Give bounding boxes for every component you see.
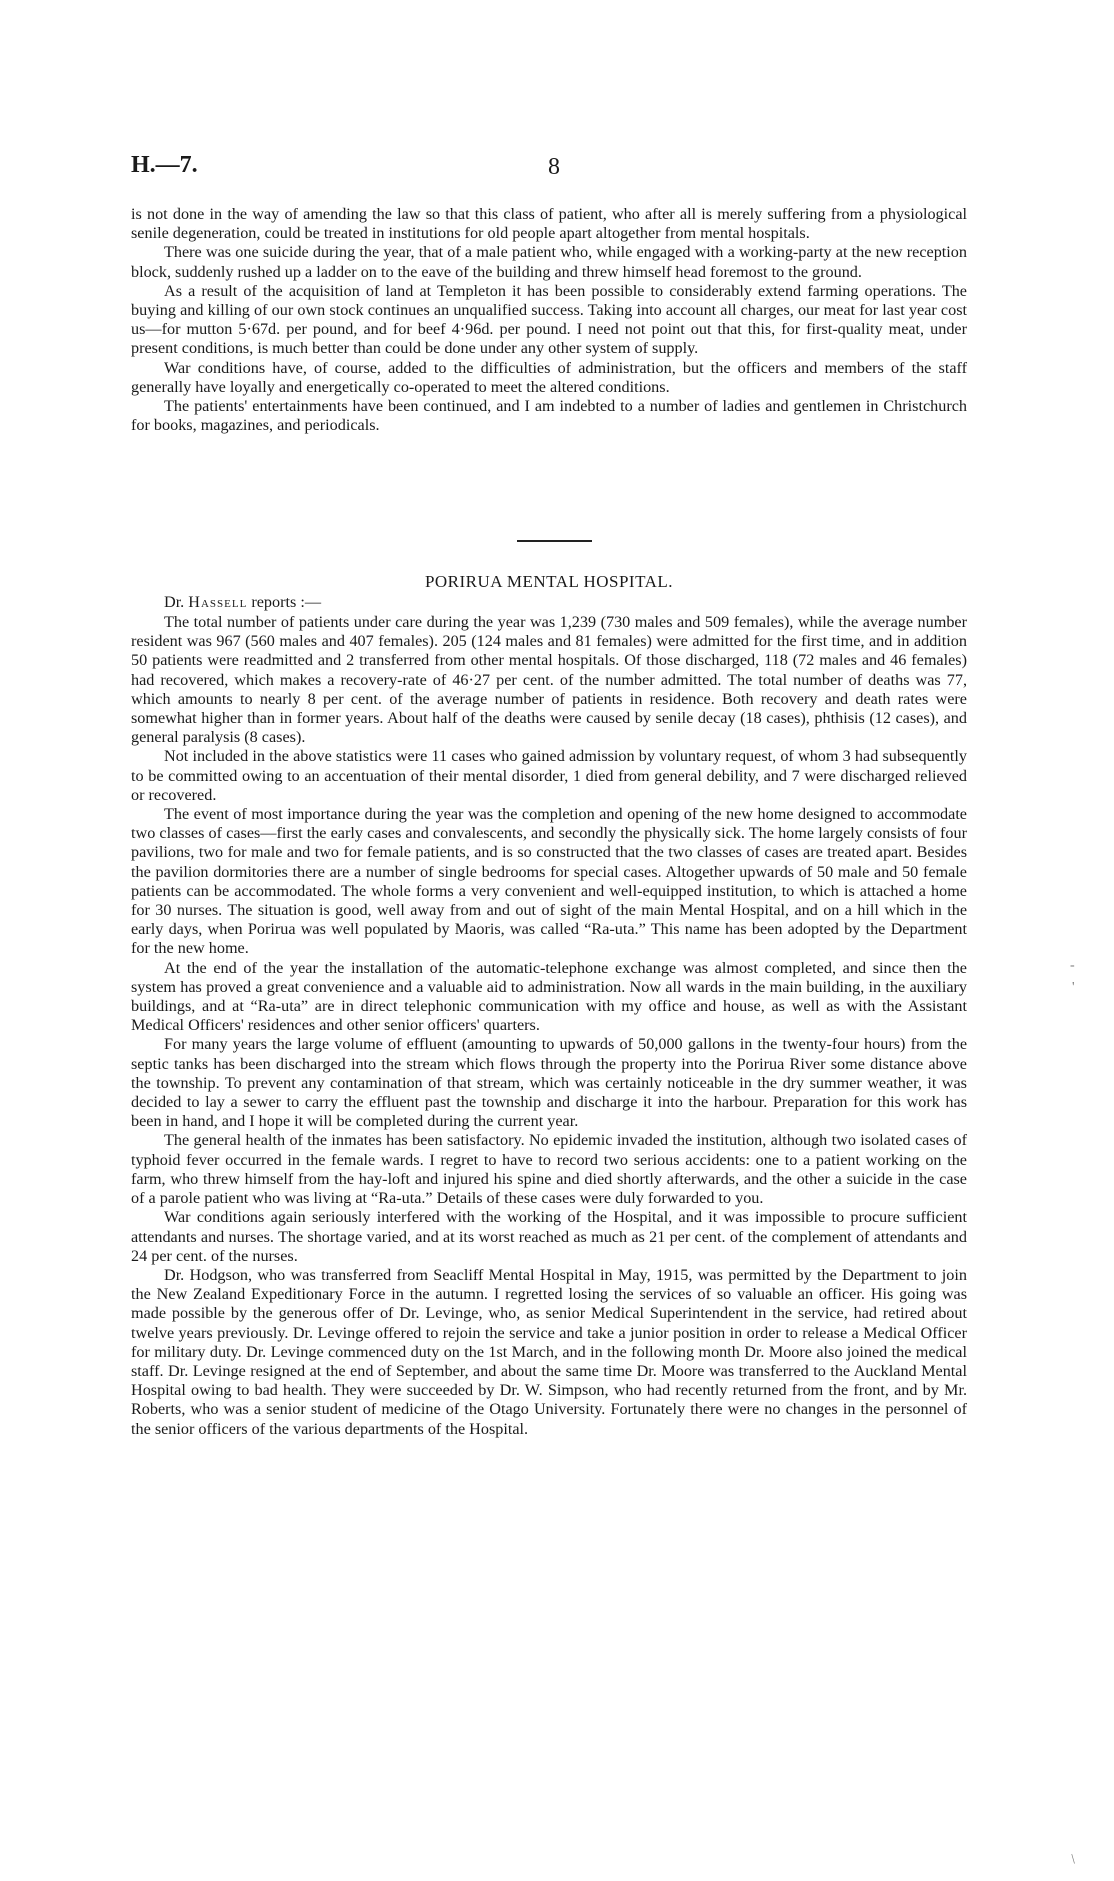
continued-section (131, 205, 967, 435)
paragraph: The total number of patients under care during the year was 1,239 (730 males and 509 females), while the average number resident was 967 (560 males and 407 females). 205 (124 males and 81 females) were admitted for the first time, and in addition 50 patients were readmitted and 2 transferred from other mental hospitals. Of those discharged, 118 (72 males and 46 females) had recovered, which makes a recovery-rate of 46·27 per cent. of the number admitted. The total number of deaths was 77, which amounts to nearly 8 per cent. of the average number of patients in residence. Both recovery and death rates were somewhat higher than in former years. About half of the deaths were caused by senile decay (18 cases), phthisis (12 cases), and general paralysis (8 cases). (131, 613, 967, 747)
paragraph: is not done in the way of amending the law so that this class of patient, who after all is merely suffering from a physiological senile degeneration, could be treated in institutions for old people apart altogether from mental hospitals. (131, 205, 967, 243)
porirua-report (131, 613, 967, 1439)
page-reference: H.—7. (131, 152, 198, 178)
reporter-prefix: Dr. (164, 593, 185, 611)
paragraph: The patients' entertainments have been continued, and I am indebted to a number of ladies and gentlemen in Christchurch for books, magazines, and periodicals. (131, 397, 967, 435)
paragraph: War conditions have, of course, added to the difficulties of administration, but the officers and members of the staff generally have loyally and energetically co-operated to meet the altered conditions. (131, 358, 967, 396)
margin-pencil-mark: / (1067, 1852, 1080, 1867)
paragraph: The general health of the inmates has been satisfactory. No epidemic invaded the institution, although two isolated cases of typhoid fever occurred in the female wards. I regret to have to record two serious accidents: one to a patient working on the farm, who threw himself from the hay-loft and injured his spine and died shortly afterwards, and the other a suicide in the case of a parole patient who was living at “Ra-uta.” Details of these cases were duly forwarded to you. (131, 1131, 967, 1208)
paragraph: Not included in the above statistics were 11 cases who gained admission by voluntary request, of whom 3 had subsequently to be committed owing to an accentuation of their mental disorder, 1 died from general debility, and 7 were discharged relieved or recovered. (131, 747, 967, 804)
paragraph: Dr. Hodgson, who was transferred from Seacliff Mental Hospital in May, 1915, was permitted by the Department to join the New Zealand Expeditionary Force in the autumn. I regretted losing the services of so valuable an officer. His going was made possible by the generous offer of Dr. Levinge, who, as senior Medical Superintendent in the service, had retired about twelve years previously. Dr. Levinge offered to rejoin the service and take a junior position in order to release a Medical Officer for military duty. Dr. Levinge commenced duty on the 1st March, and in the following month Dr. Moore also joined the medical staff. Dr. Levinge resigned at the end of September, and about the same time Dr. Moore was transferred to the Auckland Mental Hospital owing to bad health. They were succeeded by Dr. W. Simpson, who had recently returned from the front, and by Mr. Roberts, who was a senior student of medicine of the Otago University. Fortunately there were no changes in the personnel of the senior officers of the various departments of the Hospital. (131, 1265, 967, 1438)
margin-tick-mark: ' (1072, 980, 1075, 995)
reporter-name: Hassell (188, 593, 248, 611)
reporter-suffix: reports :— (251, 593, 322, 611)
reporter-line (164, 593, 321, 612)
page-number: 8 (548, 154, 560, 180)
paragraph: There was one suicide during the year, that of a male patient who, while engaged with a working-party at the new reception block, suddenly rushed up a ladder on to the eave of the building and threw himself head foremost to the ground. (131, 243, 967, 281)
section-title: PORIRUA MENTAL HOSPITAL. (424, 572, 674, 591)
margin-tick-mark: - (1070, 958, 1075, 973)
paragraph: The event of most importance during the year was the completion and opening of the new home designed to accommodate two classes of cases—first the early cases and convalescents, and secondly the physically sick. The home largely consists of four pavilions, two for male and two for female patients, and is so constructed that the two classes of cases are treated apart. Besides the pavilion dormitories there are a number of single bedrooms for special cases. Altogether upwards of 50 male and 50 female patients can be accommodated. The whole forms a very convenient and well-equipped institution, to which is attached a home for 30 nurses. The situation is good, well away from and out of sight of the main Mental Hospital, and on a hill which in the early days, when Porirua was well populated by Maoris, was called “Ra-uta.” This name has been adopted by the Department for the new home. (131, 805, 967, 958)
paragraph: At the end of the year the installation of the automatic-telephone exchange was almost completed, and since then the system has proved a great convenience and a valuable aid to administration. Now all wards in the main building, in the auxiliary buildings, and at “Ra-uta” are in direct telephonic communication with my office and house, as well as with the Assistant Medical Officers' residences and other senior officers' quarters. (131, 958, 967, 1035)
paragraph: War conditions again seriously interfered with the working of the Hospital, and it was impossible to procure sufficient attendants and nurses. The shortage varied, and at its worst reached as much as 21 per cent. of the complement of attendants and 24 per cent. of the nurses. (131, 1208, 967, 1265)
paragraph: As a result of the acquisition of land at Templeton it has been possible to considerably extend farming operations. The buying and killing of our own stock continues an unqualified success. Taking into account all charges, our meat for last year cost us—for mutton 5·67d. per pound, and for beef 4·96d. per pound. I need not point out that this, for first-quality meat, under present conditions, is much better than could be done under any other system of supply. (131, 281, 967, 358)
section-divider (517, 540, 592, 542)
paragraph: For many years the large volume of effluent (amounting to upwards of 50,000 gallons in the twenty-four hours) from the septic tanks has been discharged into the stream which flows through the property into the Porirua River some distance above the township. To prevent any contamination of that stream, which was certainly noticeable in the dry summer weather, it was decided to lay a sewer to carry the effluent past the township and discharge it into the harbour. Preparation for this work has been in hand, and I hope it will be completed during the current year. (131, 1035, 967, 1131)
